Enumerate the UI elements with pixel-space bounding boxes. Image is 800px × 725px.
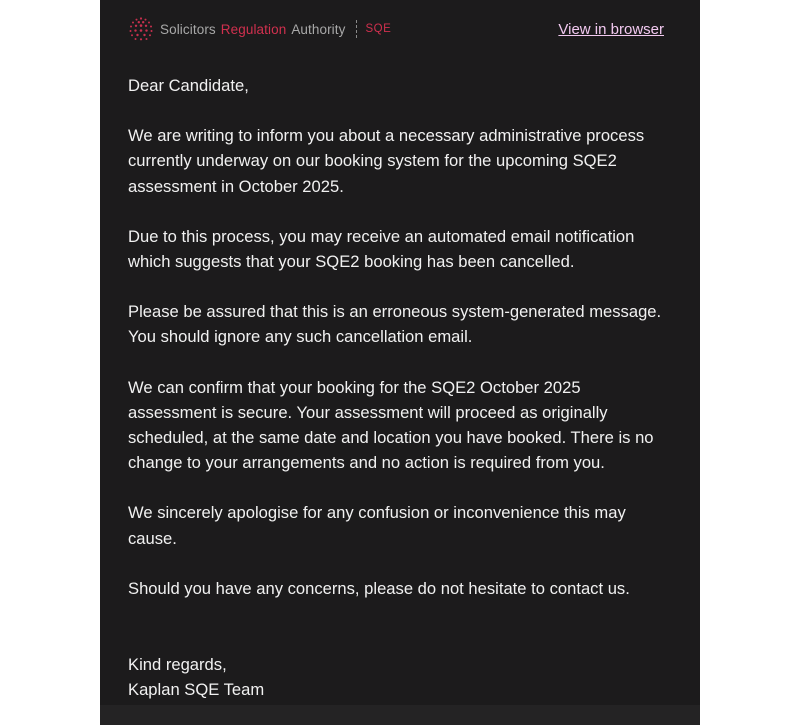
sign-off <box>128 652 264 702</box>
greeting: Dear Candidate, <box>128 76 249 95</box>
paragraph-apology: We sincerely apologise for any confusion or inconvenience this may cause. <box>128 503 626 548</box>
email-message <box>128 73 673 626</box>
email-body-panel <box>100 0 700 725</box>
brand-sqe: SQE <box>365 23 392 35</box>
paragraph-contact: Should you have any concerns, please do not hesitate to contact us. <box>128 578 630 598</box>
closing: Kind regards, <box>128 655 227 674</box>
brand-word-regulation: Regulation <box>220 21 287 37</box>
brand-divider <box>356 20 357 38</box>
brand-word-authority: Authority <box>291 21 346 37</box>
sra-sqe-logo <box>128 16 391 42</box>
brand-word-solicitors: Solicitors <box>160 21 216 37</box>
footer-band <box>100 705 700 725</box>
paragraph-process: We are writing to inform you about a necessary administrative process currently underway on our booking system for the upcoming SQE2 assessment in October 2025. <box>128 126 645 196</box>
paragraph-booking-secure: We can confirm that your booking for the SQE2 October 2025 assessment is secure. Your assessment will proceed as originally scheduled, at the same date and location you have booked. There is no change to your arrangements and no action is required from you. <box>128 377 654 473</box>
sra-dot-globe-icon <box>128 16 154 42</box>
email-header <box>128 14 664 44</box>
paragraph-notification: Due to this process, you may receive an automated email notification which suggests that your SQE2 booking has been cancelled. <box>128 226 635 272</box>
paragraph-erroneous-message: Please be assured that this is an erroneous system-generated message. You should ignore any such cancellation email. <box>128 302 662 347</box>
view-in-browser-link[interactable]: View in browser <box>558 20 664 38</box>
signature: Kaplan SQE Team <box>128 680 265 700</box>
